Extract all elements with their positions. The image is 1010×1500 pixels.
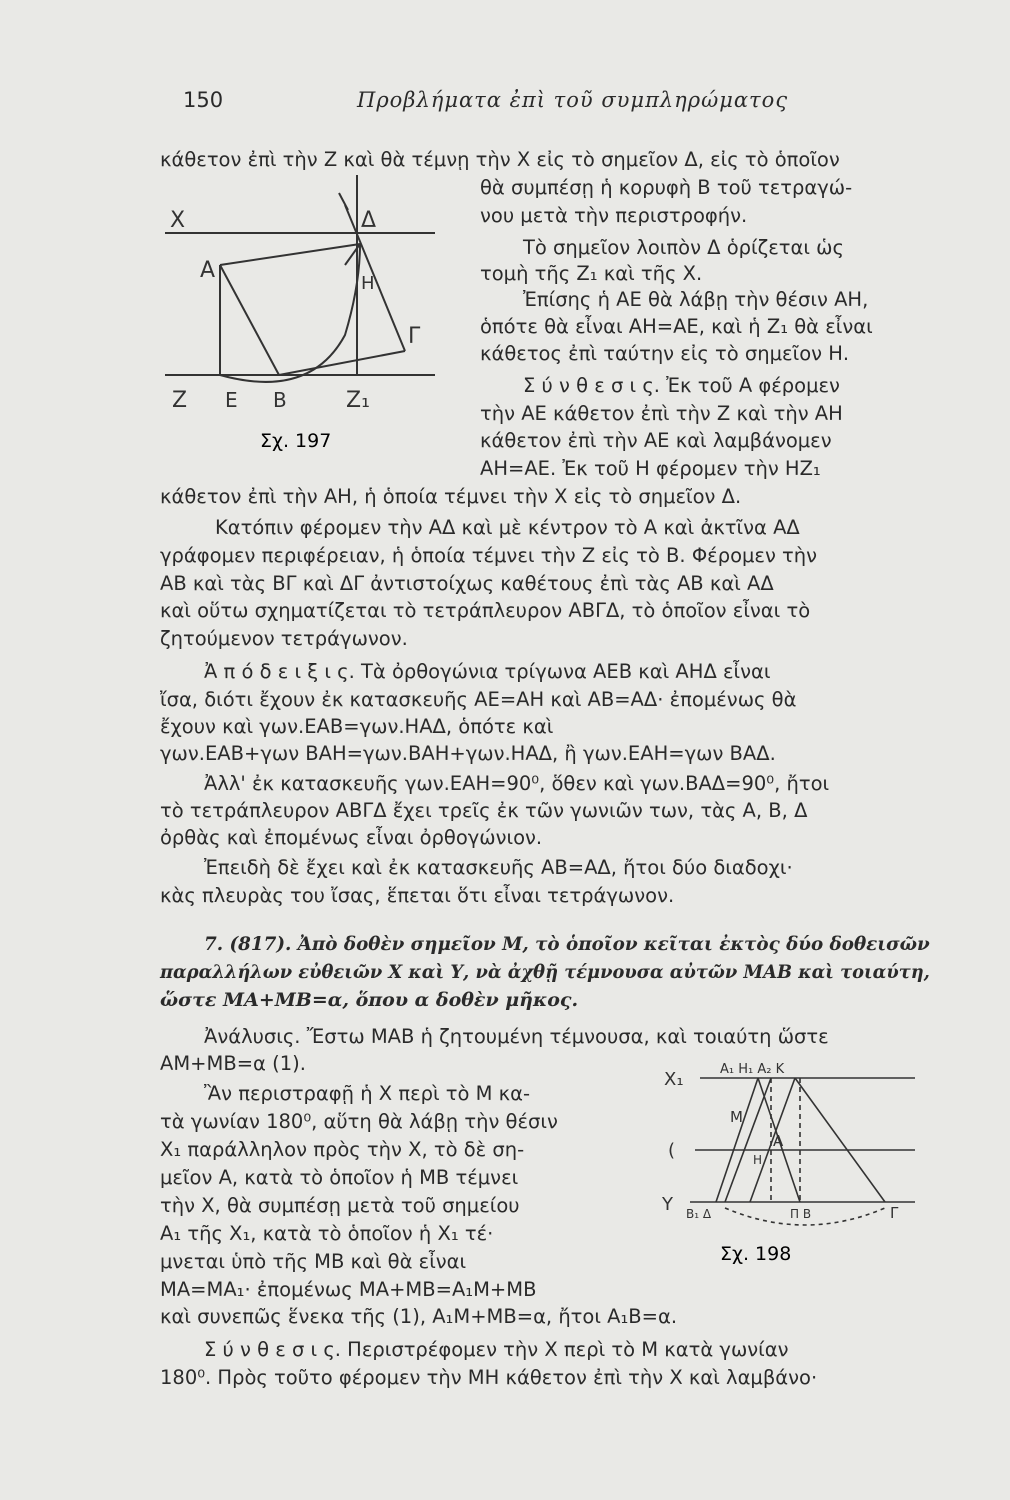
text-line: τὴν Χ, θὰ συμπέσῃ μετὰ τοῦ σημείου	[160, 1194, 520, 1217]
text-line: 180⁰. Πρὸς τοῦτο φέρομεν τὴν ΜΗ κάθετον ἐπὶ τὴν Χ καὶ λαμβάνο·	[160, 1366, 818, 1389]
fig198-label-top: A₁ H₁ A₂ K	[720, 1062, 785, 1077]
fig197-caption: Σχ. 197	[260, 430, 332, 452]
text-line: Χ₁ παράλληλον πρὸς τὴν Χ, τὸ δὲ ση-	[160, 1138, 525, 1161]
fig197-label-Z1: Z₁	[346, 388, 370, 413]
text-line: κάθετον ἐπὶ τὴν ΑΕ καὶ λαμβάνομεν	[480, 429, 832, 452]
text-line: Ἀλλ' ἐκ κατασκευῆς γων.ΕΑΗ=90⁰, ὅθεν καὶ γων.ΒΑΔ=90⁰, ἤτοι	[204, 772, 830, 795]
text-line: τὰ γωνίαν 180⁰, αὕτη θὰ λάβῃ τὴν θέσιν	[160, 1110, 558, 1133]
text-line: ἴσα, διότι ἔχουν ἐκ κατασκευῆς ΑΕ=ΑΗ καὶ ΑΒ=ΑΔ· ἐπομένως θὰ	[160, 688, 797, 711]
text-line: Ἀ π ό δ ε ι ξ ι ς. Τὰ ὀρθογώνια τρίγωνα ΑΕΒ καὶ ΑΗΔ εἶναι	[204, 660, 771, 683]
text-line: ΑΒ καὶ τὰς ΒΓ καὶ ΔΓ ἀντιστοίχως καθέτους ἐπὶ τὰς ΑΒ καὶ ΑΔ	[160, 572, 774, 595]
text-line: κάθετον ἐπὶ τὴν ΑΗ, ἡ ὁποία τέμνει τὴν Χ εἰς τὸ σημεῖον Δ.	[160, 485, 742, 508]
fig198-label-G: Γ	[890, 1204, 899, 1222]
text-line: καὶ συνεπῶς ἕνεκα τῆς (1), Α₁Μ+ΜΒ=α, ἤτοι Α₁Β=α.	[160, 1305, 678, 1328]
problem-statement-line: ὥστε ΜΑ+ΜΒ=α, ὅπου α δοθὲν μῆκος.	[160, 989, 579, 1011]
text-line: γράφομεν περιφέρειαν, ἡ ὁποία τέμνει τὴν Ζ εἰς τὸ Β. Φέρομεν τὴν	[160, 544, 818, 567]
fig197-label-G: Γ	[408, 324, 421, 349]
text-line: ὁπότε θὰ εἶναι ΑΗ=ΑΕ, καὶ ἡ Ζ₁ θὰ εἶναι	[480, 315, 873, 338]
problem-statement-line: παραλλήλων εὐθειῶν Χ καὶ Υ, νὰ ἀχθῇ τέμνουσα αὐτῶν ΜΑΒ καὶ τοιαύτη,	[160, 961, 930, 983]
text-line: Ἐπίσης ἡ ΑΕ θὰ λάβῃ τὴν θέσιν ΑΗ,	[523, 288, 869, 311]
fig198-label-Y: Y	[662, 1194, 673, 1215]
fig197-label-Z: Z	[172, 388, 188, 413]
fig197-label-B: B	[273, 388, 287, 412]
page-number: 150	[183, 88, 224, 112]
text-line: τομὴ τῆς Ζ₁ καὶ τῆς Χ.	[480, 262, 703, 285]
text-line: ζητούμενον τετράγωνον.	[160, 627, 408, 650]
fig198-label-M: M	[730, 1108, 743, 1126]
text-line: μνεται ὑπὸ τῆς ΜΒ καὶ θὰ εἶναι	[160, 1250, 467, 1273]
text-line: Κατόπιν φέρομεν τὴν ΑΔ καὶ μὲ κέντρον τὸ Α καὶ ἀκτῖνα ΑΔ	[215, 516, 800, 539]
text-line: Σ ύ ν θ ε σ ι ς. Περιστρέφομεν τὴν Χ περὶ τὸ Μ κατὰ γωνίαν	[204, 1338, 789, 1361]
text-line: γων.ΕΑΒ+γων ΒΑΗ=γων.ΒΑΗ+γων.ΗΑΔ, ἢ γων.ΕΑΗ=γων ΒΑΔ.	[160, 742, 776, 765]
text-line: ΜΑ=ΜΑ₁· ἐπομένως ΜΑ+ΜΒ=Α₁Μ+ΜΒ	[160, 1278, 537, 1301]
figure-197	[160, 165, 460, 465]
fig198-caption: Σχ. 198	[720, 1243, 792, 1265]
fig198-label-C: (	[668, 1140, 676, 1161]
fig197-label-H: H	[361, 273, 375, 294]
page-header	[175, 88, 935, 118]
fig197-label-A: A	[200, 258, 216, 283]
text-line: ΑΜ+ΜΒ=α (1).	[160, 1052, 306, 1075]
text-line: μεῖον Α, κατὰ τὸ ὁποῖον ἡ ΜΒ τέμνει	[160, 1166, 519, 1189]
text-line: Τὸ σημεῖον λοιπὸν Δ ὁρίζεται ὡς	[523, 236, 844, 259]
text-line: Σ ύ ν θ ε σ ι ς. Ἐκ τοῦ Α φέρομεν	[523, 374, 840, 397]
fig198-label-X1: X₁	[664, 1069, 684, 1090]
fig198-label-A: A	[773, 1132, 784, 1150]
text-line: τὸ τετράπλευρον ΑΒΓΔ ἔχει τρεῖς ἐκ τῶν γωνιῶν των, τὰς Α, Β, Δ	[160, 799, 808, 822]
fig197-label-D: Δ	[361, 208, 377, 233]
text-line: Ἀνάλυσις. Ἔστω ΜΑΒ ἡ ζητουμένη τέμνουσα, καὶ τοιαύτη ὥστε	[204, 1025, 829, 1048]
text-line: Ἂν περιστραφῇ ἡ Χ περὶ τὸ Μ κα-	[204, 1082, 531, 1105]
text-line: κάθετος ἐπὶ ταύτην εἰς τὸ σημεῖον Η.	[480, 342, 850, 365]
running-title: Προβλήματα ἐπὶ τοῦ συμπληρώματος	[357, 88, 789, 112]
text-line: κάθετον ἐπὶ τὴν Ζ καὶ θὰ τέμνῃ τὴν Χ εἰς τὸ σημεῖον Δ, εἰς τὸ ὁποῖον	[160, 148, 840, 171]
text-line: κὰς πλευρὰς του ἴσας, ἕπεται ὅτι εἶναι τετράγωνον.	[160, 884, 675, 907]
text-line: νου μετὰ τὴν περιστροφήν.	[480, 204, 748, 227]
problem-statement-line: 7. (817). Ἀπὸ δοθὲν σημεῖον Μ, τὸ ὁποῖον κεῖται ἐκτὸς δύο δοθεισῶν	[204, 933, 930, 955]
fig198-label-PB: Π B	[790, 1207, 812, 1221]
figure-198	[650, 1060, 920, 1270]
text-line: Ἐπειδὴ δὲ ἔχει καὶ ἐκ κατασκευῆς ΑΒ=ΑΔ, ἤτοι δύο διαδοχι·	[204, 856, 793, 879]
text-line: ὀρθὰς καὶ ἐπομένως εἶναι ὀρθογώνιον.	[160, 826, 543, 849]
fig198-label-B1D: B₁ Δ	[686, 1207, 712, 1221]
fig197-label-E: E	[225, 388, 238, 412]
text-line: ΑΗ=ΑΕ. Ἐκ τοῦ Η φέρομεν τὴν ΗΖ₁	[480, 457, 821, 480]
fig197-label-X: X	[170, 208, 186, 233]
text-line: θὰ συμπέσῃ ἡ κορυφὴ Β τοῦ τετραγώ-	[480, 176, 853, 199]
text-line: καὶ οὕτω σχηματίζεται τὸ τετράπλευρον ΑΒΓΔ, τὸ ὁποῖον εἶναι τὸ	[160, 599, 811, 622]
text-line: ἔχουν καὶ γων.ΕΑΒ=γων.ΗΑΔ, ὁπότε καὶ	[160, 715, 554, 738]
fig198-label-H: H	[753, 1153, 763, 1167]
text-line: Α₁ τῆς Χ₁, κατὰ τὸ ὁποῖον ἡ Χ₁ τέ·	[160, 1222, 494, 1245]
text-line: τὴν ΑΕ κάθετον ἐπὶ τὴν Ζ καὶ τὴν ΑΗ	[480, 402, 843, 425]
